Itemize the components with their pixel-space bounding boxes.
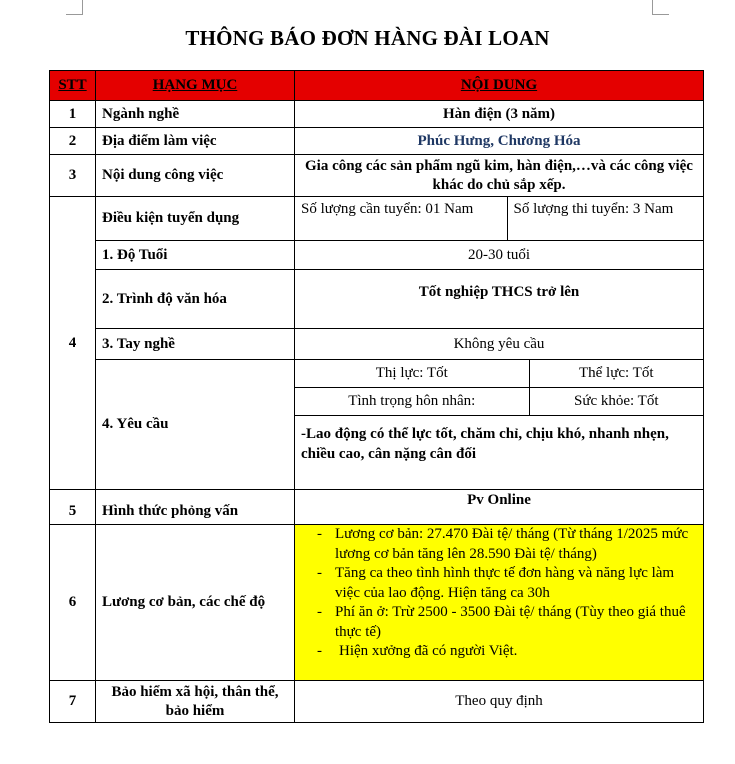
- row-number: 4: [50, 197, 96, 490]
- salary-cell: [295, 525, 704, 681]
- row-label: Lương cơ bản, các chế độ: [96, 525, 295, 681]
- salary-list: [295, 525, 703, 662]
- skill-value: Không yêu cầu: [295, 329, 704, 360]
- interview-type: Pv Online: [295, 490, 704, 525]
- job-description: Gia công các sản phẩm ngũ kim, hàn điện,…và các công việc khác do chủ sắp xếp.: [295, 155, 704, 197]
- document-title: THÔNG BÁO ĐƠN HÀNG ĐÀI LOAN: [185, 26, 550, 50]
- salary-item: - Hiện xưởng đã có người Việt.: [299, 642, 699, 662]
- page-corner-mark-right: [652, 0, 669, 15]
- row-number: 7: [50, 681, 96, 723]
- health-value: Sức khỏe: Tốt: [529, 387, 703, 415]
- requirements-cell: [295, 360, 704, 490]
- table-row: [50, 490, 704, 525]
- age-value: 20-30 tuổi: [295, 241, 704, 270]
- row-label: 4. Yêu cầu: [96, 360, 295, 490]
- recruit-subtable: [295, 197, 703, 240]
- row-number: 5: [50, 490, 96, 525]
- row-label: Hình thức phỏng vấn: [96, 490, 295, 525]
- row-number: 1: [50, 101, 96, 128]
- salary-item: - Phí ăn ở: Trừ 2500 - 3500 Đài tệ/ tháng (Tùy theo giá thuê thực tế): [299, 603, 699, 642]
- requirement-text: -Lao động có thể lực tốt, chăm chỉ, chịu khó, nhanh nhẹn, chiều cao, cân nặng cân đối: [301, 425, 669, 462]
- header-content: NỘI DUNG: [295, 71, 704, 101]
- location-value: Phúc Hưng, Chương Hóa: [295, 128, 704, 155]
- salary-item: - Tăng ca theo tình hình thực tế đơn hàng và năng lực làm việc của lao động. Hiện tăng ca 30h: [299, 564, 699, 603]
- table-row: [50, 101, 704, 128]
- table-row: [50, 197, 704, 241]
- recruit-cell: [295, 197, 704, 241]
- physique-value: Thể lực: Tốt: [529, 360, 703, 387]
- table-row: [50, 681, 704, 723]
- table-row: [50, 241, 704, 270]
- marital-status: Tình trọng hôn nhân:: [295, 387, 529, 415]
- row-number: 3: [50, 155, 96, 197]
- row-label: Ngành nghề: [96, 101, 295, 128]
- row-label: 3. Tay nghề: [96, 329, 295, 360]
- row-label: Điều kiện tuyển dụng: [96, 197, 295, 241]
- row-number: 6: [50, 525, 96, 681]
- row-number: 2: [50, 128, 96, 155]
- requirements-subtable: [295, 360, 703, 470]
- table-row: [50, 128, 704, 155]
- row-label: 2. Trình độ văn hóa: [96, 270, 295, 329]
- job-value: Hàn điện (3 năm): [295, 101, 704, 128]
- table-row: [50, 270, 704, 329]
- table-row: [50, 329, 704, 360]
- salary-item: - Lương cơ bản: 27.470 Đài tệ/ tháng (Từ tháng 1/2025 mức lương cơ bản tăng lên 28.590 Đài tệ/ tháng): [299, 525, 699, 564]
- header-row: [50, 71, 704, 101]
- row-label: 1. Độ Tuổi: [96, 241, 295, 270]
- recruit-count: Số lượng cần tuyển: 01 Nam: [295, 197, 507, 240]
- insurance-value: Theo quy định: [295, 681, 704, 723]
- eyesight-value: Thị lực: Tốt: [295, 360, 529, 387]
- table-row: [50, 525, 704, 681]
- exam-count: Số lượng thi tuyển: 3 Nam: [513, 201, 674, 217]
- order-table: [49, 70, 704, 723]
- table-row: [50, 155, 704, 197]
- table-row: [50, 360, 704, 490]
- page-corner-mark-left: [66, 0, 83, 15]
- education-value: Tốt nghiệp THCS trở lên: [295, 270, 704, 329]
- header-stt: STT: [50, 71, 96, 101]
- row-label: Bảo hiểm xã hội, thân thể, bảo hiểm: [96, 681, 295, 723]
- row-label: Địa điểm làm việc: [96, 128, 295, 155]
- header-category: HẠNG MỤC: [96, 71, 295, 101]
- row-label: Nội dung công việc: [96, 155, 295, 197]
